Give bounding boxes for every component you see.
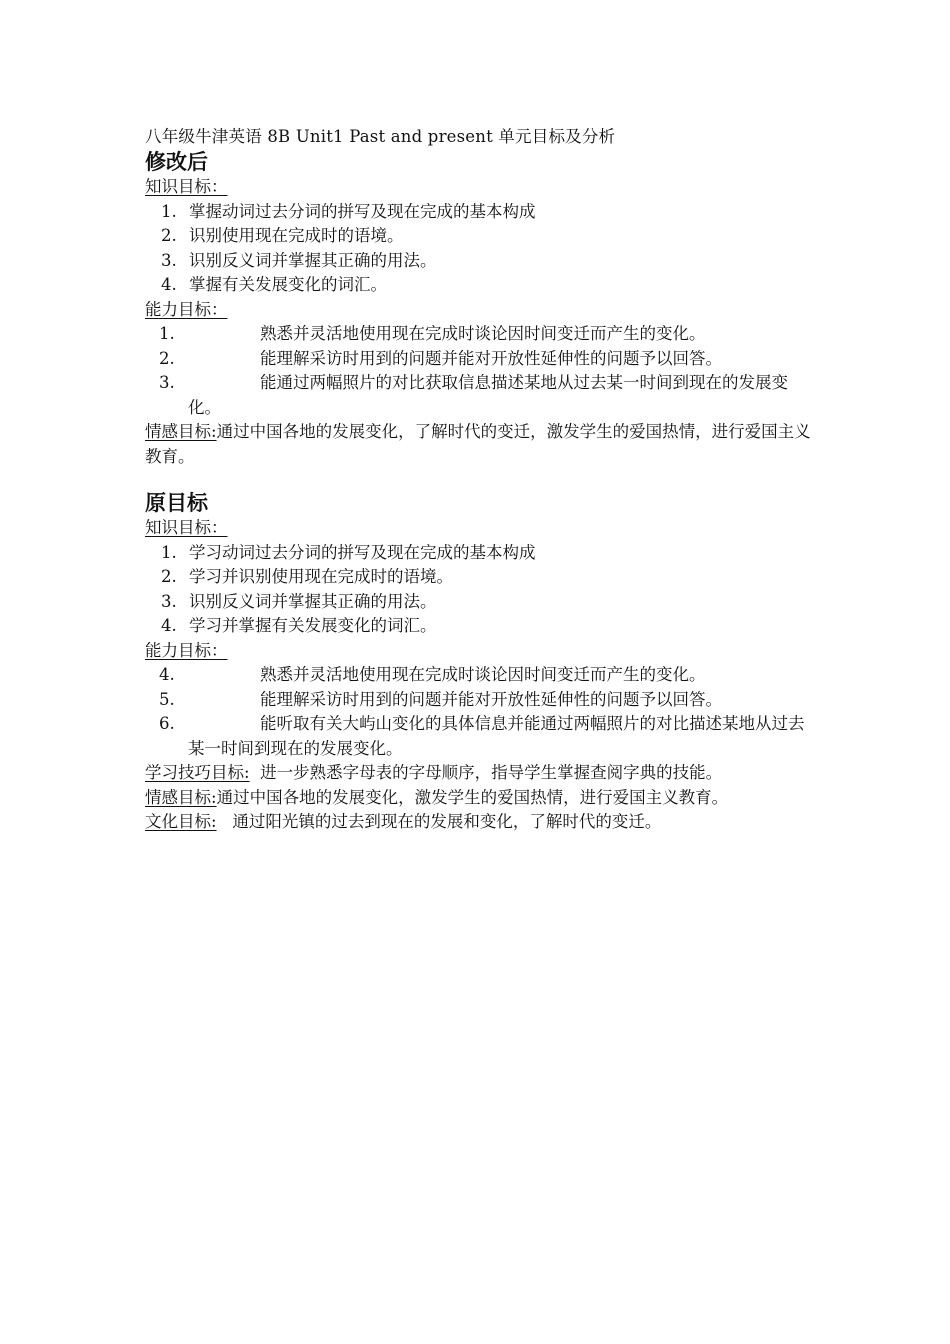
list-item: 4. 掌握有关发展变化的词汇。	[161, 275, 387, 294]
revised-knowledge-list	[145, 200, 815, 298]
revised-heading: 修改后	[145, 150, 208, 174]
original-culture-text: 通过阳光镇的过去到现在的发展和变化，了解时代的变迁。	[232, 812, 662, 831]
revised-ability-list	[145, 322, 815, 420]
revised-emotion-goal	[145, 420, 815, 469]
original-ability-label: 能力目标：	[145, 640, 228, 660]
list-item: 1. 掌握动词过去分词的拼写及现在完成的基本构成	[161, 201, 536, 221]
original-emotion-label: 情感目标:	[145, 787, 217, 807]
original-emotion-goal	[145, 786, 815, 811]
revised-section	[145, 150, 815, 469]
document-title: 八年级牛津英语 8B Unit1 Past and present 单元目标及分析	[145, 127, 616, 146]
original-study-skill-goal	[145, 761, 815, 786]
revised-ability-label: 能力目标：	[145, 299, 228, 319]
original-knowledge-label: 知识目标：	[145, 518, 228, 537]
original-study-skill-label: 学习技巧目标:	[145, 763, 250, 782]
list-item: 2. 学习并识别使用现在完成时的语境。	[161, 567, 453, 586]
list-item: 2. 能理解采访时用到的问题并能对开放性延伸性的问题予以回答。	[159, 348, 722, 368]
original-culture-goal	[145, 810, 815, 835]
original-ability-list	[145, 663, 815, 761]
original-section	[145, 491, 815, 835]
list-item: 5. 能理解采访时用到的问题并能对开放性延伸性的问题予以回答。	[159, 689, 722, 709]
document-page	[145, 124, 815, 835]
revised-emotion-text: 通过中国各地的发展变化，了解时代的变迁，激发学生的爱国热情，进行爱国主义教育。	[145, 422, 811, 466]
list-item: 3. 识别反义词并掌握其正确的用法。	[161, 591, 437, 611]
revised-knowledge-label: 知识目标：	[145, 177, 228, 196]
revised-emotion-label: 情感目标:	[145, 422, 217, 441]
original-heading: 原目标	[145, 491, 208, 515]
original-study-skill-text: 进一步熟悉字母表的字母顺序，指导学生掌握查阅字典的技能。	[260, 763, 723, 782]
list-item: 4. 熟悉并灵活地使用现在完成时谈论因时间变迁而产生的变化。	[159, 665, 706, 684]
original-culture-label: 文化目标:	[145, 812, 217, 831]
list-item: 3. 识别反义词并掌握其正确的用法。	[161, 250, 437, 270]
original-emotion-text: 通过中国各地的发展变化，激发学生的爱国热情，进行爱国主义教育。	[216, 787, 729, 807]
list-item: 2. 识别使用现在完成时的语境。	[161, 226, 404, 245]
list-item: 1. 熟悉并灵活地使用现在完成时谈论因时间变迁而产生的变化。	[159, 324, 706, 343]
list-item: 1. 学习动词过去分词的拼写及现在完成的基本构成	[161, 542, 536, 562]
list-item: 3. 能通过两幅照片的对比获取信息描述某地从过去某一时间到现在的发展变化。	[159, 373, 788, 417]
list-item: 4. 学习并掌握有关发展变化的词汇。	[161, 616, 437, 635]
original-knowledge-list	[145, 541, 815, 639]
list-item: 6. 能听取有关大屿山变化的具体信息并能通过两幅照片的对比描述某地从过去某一时间到现在的发展变化。	[159, 714, 805, 758]
